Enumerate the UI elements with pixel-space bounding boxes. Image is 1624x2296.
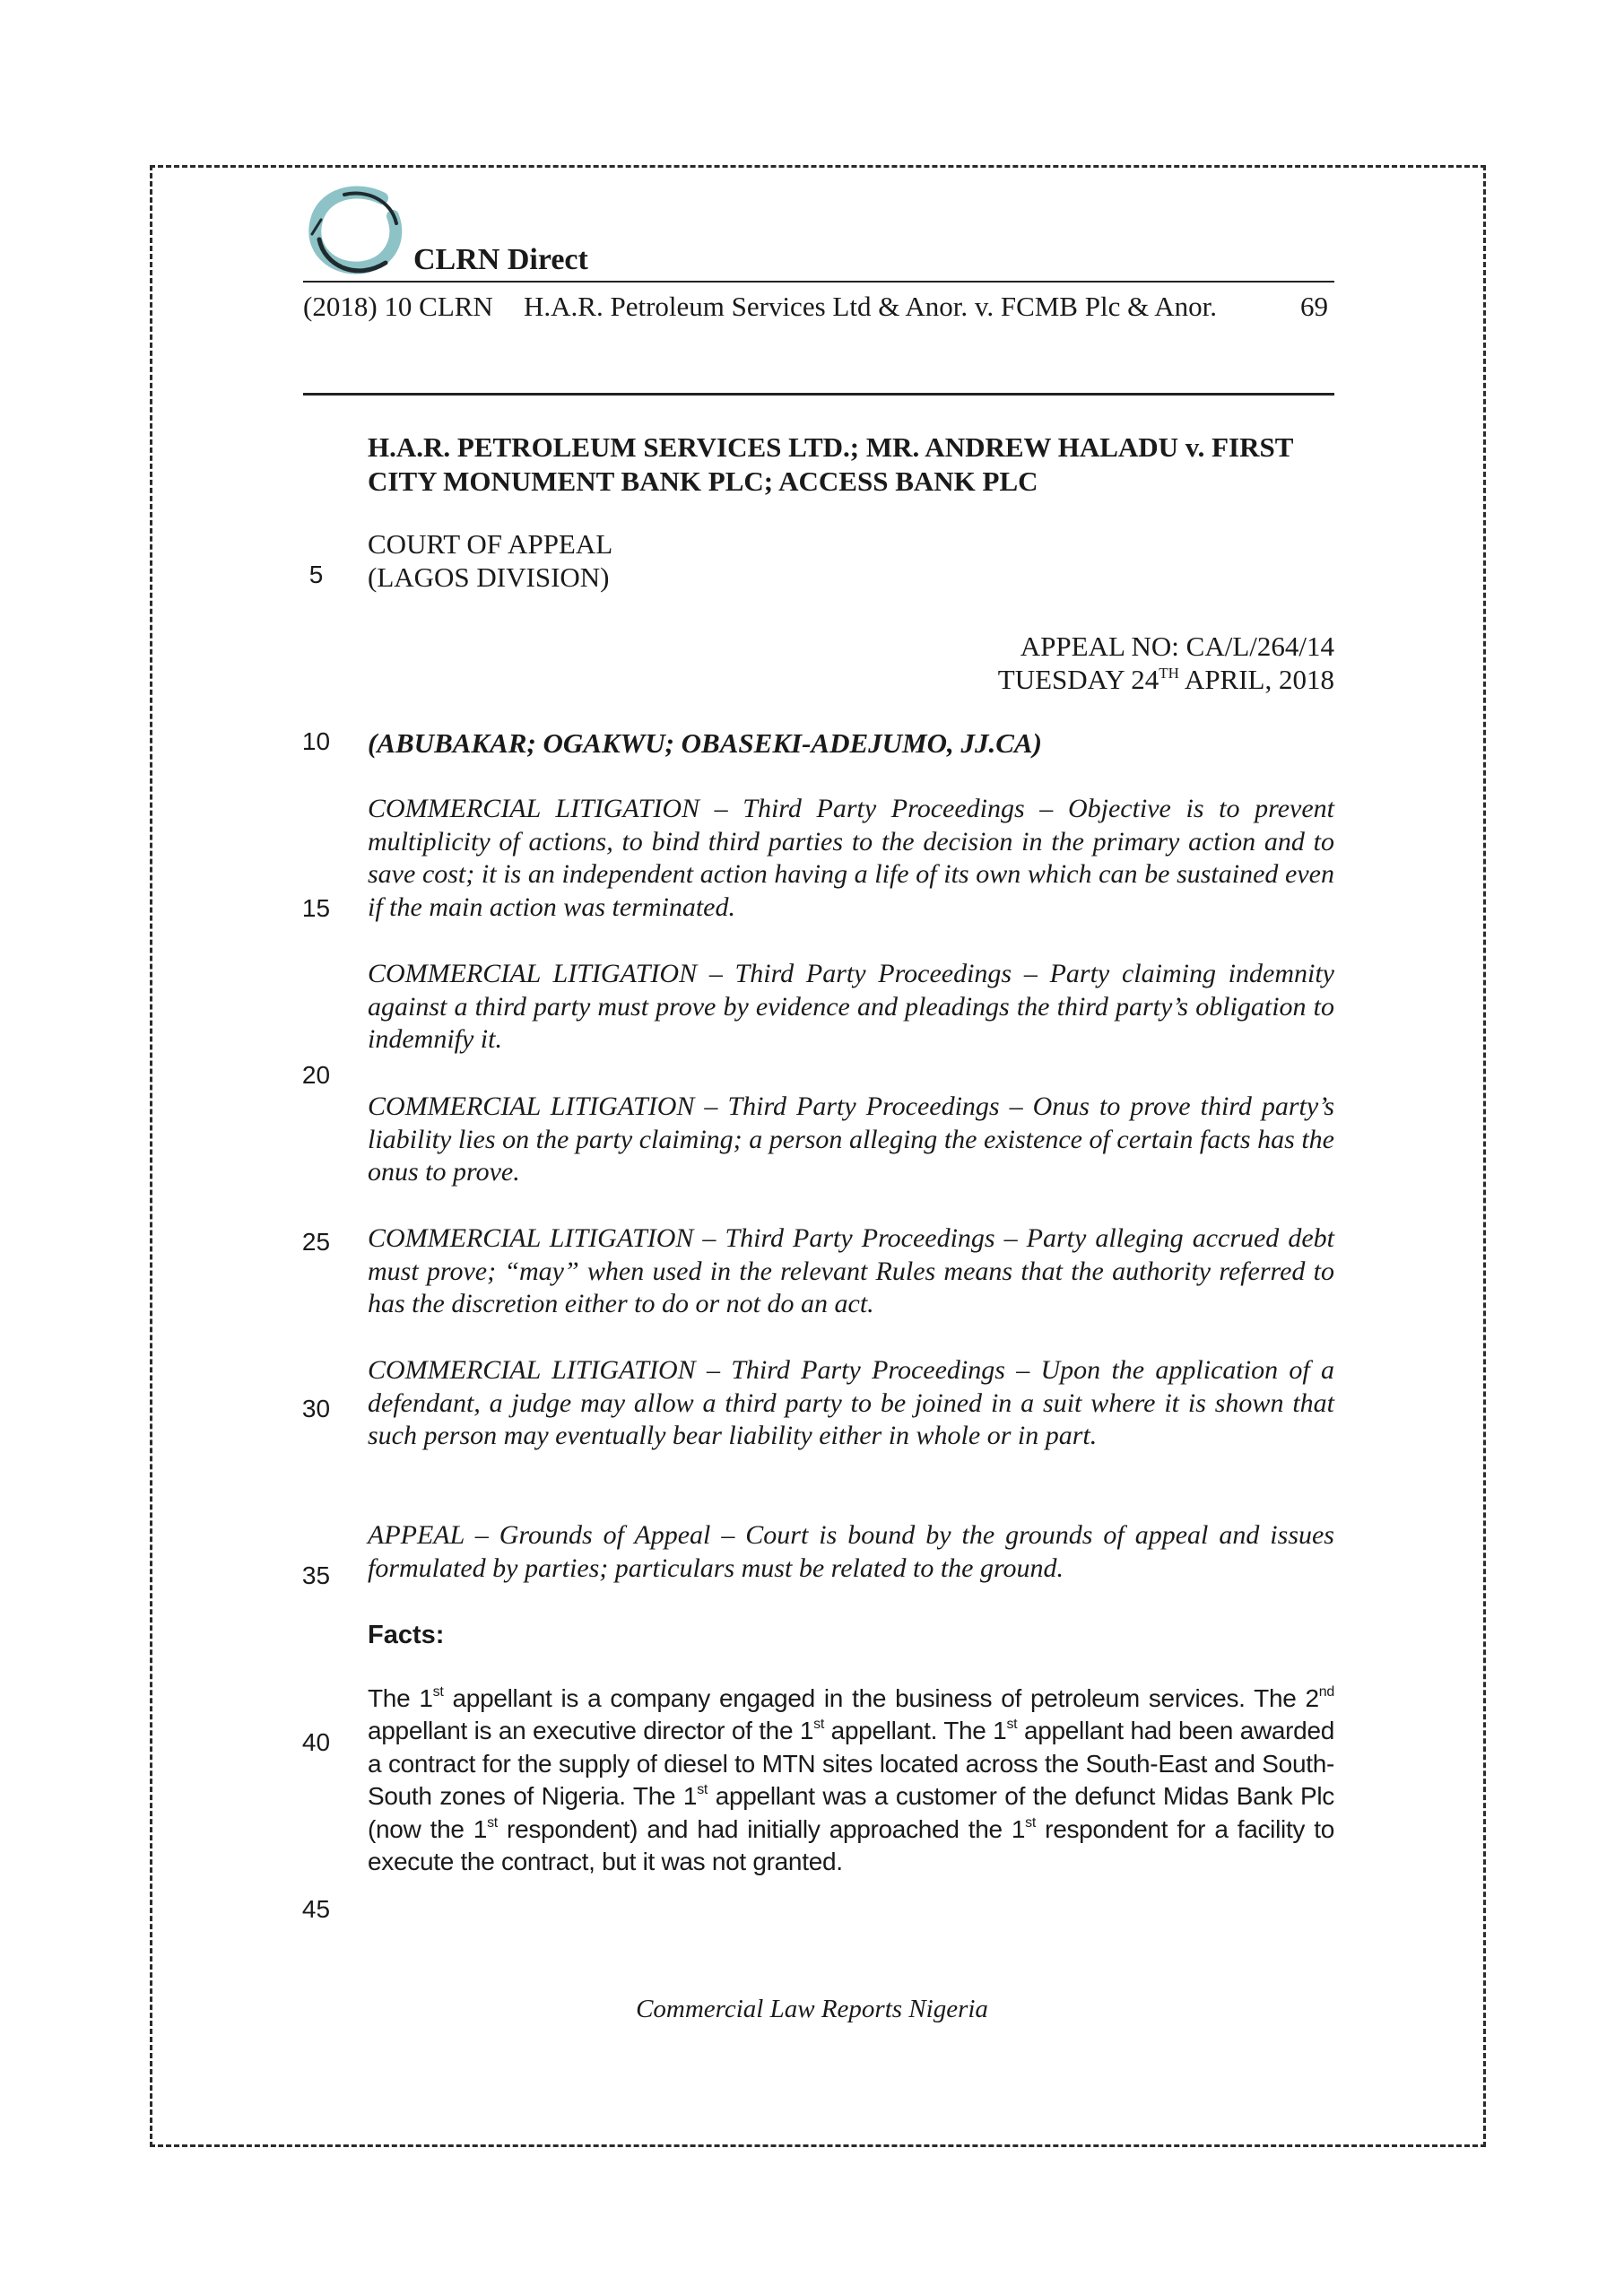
line-number: 45 bbox=[301, 1895, 331, 1923]
page-number: 69 bbox=[1300, 291, 1328, 322]
court-name: COURT OF APPEAL bbox=[368, 528, 613, 560]
court-division: (LAGOS DIVISION) bbox=[368, 561, 610, 593]
header-bottom-rule bbox=[303, 393, 1334, 396]
report-citation: (2018) 10 CLRN bbox=[303, 291, 493, 322]
line-number: 10 bbox=[301, 727, 331, 755]
line-number: 15 bbox=[301, 894, 331, 922]
header-rule bbox=[303, 281, 1334, 283]
line-number: 20 bbox=[301, 1061, 331, 1089]
clrn-logo-icon bbox=[303, 184, 411, 284]
judgment-date: TUESDAY 24TH APRIL, 2018 bbox=[997, 664, 1334, 695]
headnote: COMMERCIAL LITIGATION – Third Party Proceedings – Party alleging accrued debt must prove; “may” when used in the relevant Rules means that the authority referred to has the discretion either to do or not do an act. bbox=[368, 1223, 1334, 1318]
line-number: 40 bbox=[301, 1728, 331, 1756]
line-number: 25 bbox=[301, 1228, 331, 1256]
headnote: COMMERCIAL LITIGATION – Third Party Proceedings – Upon the application of a defendant, a judge may allow a third party to be joined in a suit where it is shown that such person may eventually bear liability either in whole or in part. bbox=[368, 1355, 1334, 1450]
case-title: H.A.R. PETROLEUM SERVICES LTD.; MR. ANDREW HALADU v. FIRST CITY MONUMENT BANK PLC; ACCESS BANK PLC bbox=[368, 431, 1293, 497]
coram: (ABUBAKAR; OGAKWU; OBASEKI-ADEJUMO, JJ.CA) bbox=[368, 727, 1042, 759]
facts-paragraph: The 1st appellant is a company engaged in the business of petroleum services. The 2nd appellant is an executive director of the 1st appellant. The 1st appellant had been awarded a contract for the supply of diesel to MTN sites located across the South-East and South-South zones of Nigeria. The 1st appellant was a customer of the defunct Midas Bank Plc (now the 1st respondent) and had initially approached the 1st respondent for a facility to execute the contract, but it was not granted. bbox=[368, 1684, 1335, 1876]
line-number: 30 bbox=[301, 1395, 331, 1422]
headnote: COMMERCIAL LITIGATION – Third Party Proceedings – Onus to prove third party’s liability lies on the party claiming; a person alleging the existence of certain facts has the onus to prove. bbox=[368, 1091, 1334, 1187]
headnote: APPEAL – Grounds of Appeal – Court is bound by the grounds of appeal and issues formulated by parties; particulars must be related to the ground. bbox=[368, 1520, 1334, 1583]
brand-name: CLRN Direct bbox=[413, 243, 588, 276]
line-number: 5 bbox=[308, 561, 324, 588]
appeal-number: APPEAL NO: CA/L/264/14 bbox=[1020, 631, 1334, 662]
headnote: COMMERCIAL LITIGATION – Third Party Proceedings – Party claiming indemnity against a third party must prove by evidence and pleadings the third party’s obligation to indemnify it. bbox=[368, 959, 1334, 1054]
footer-publication: Commercial Law Reports Nigeria bbox=[636, 1995, 988, 2023]
facts-heading: Facts: bbox=[368, 1621, 445, 1649]
running-title: H.A.R. Petroleum Services Ltd & Anor. v. FCMB Plc & Anor. bbox=[524, 291, 1218, 322]
line-number: 35 bbox=[301, 1561, 331, 1589]
headnote: COMMERCIAL LITIGATION – Third Party Proceedings – Objective is to prevent multiplicity of actions, to bind third parties to the decision in the primary action and to save cost; it is an independent action having a life of its own which can be sustained even if the main action was terminated. bbox=[368, 794, 1334, 922]
